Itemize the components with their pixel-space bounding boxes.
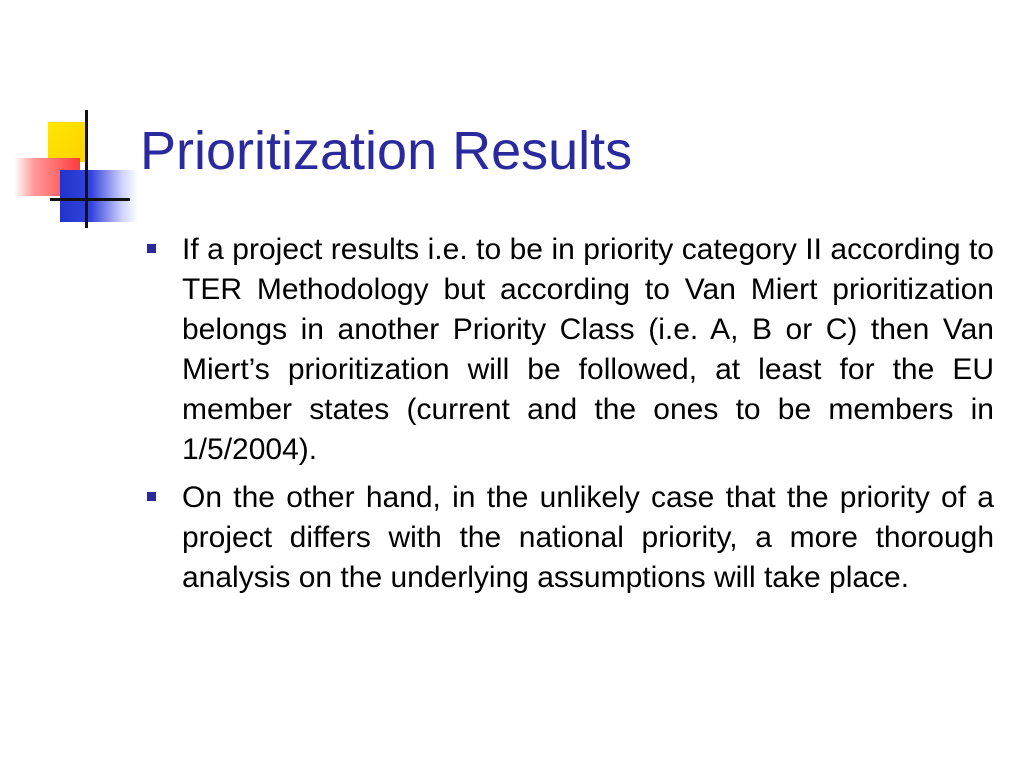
yellow-square-shape <box>48 122 88 162</box>
bullet-text: If a project results i.e. to be in priority category II according to TER Methodology but according to Van Miert prioritization belongs in another Priority Class (i.e. A, B or C) then Van Miert’s prioritization will be followed, at least for the EU member states (current and the ones to be members in 1/5/2004). <box>182 233 994 466</box>
blue-square-shape <box>60 170 138 222</box>
decorative-logo <box>0 100 140 230</box>
square-bullet-icon <box>147 244 156 253</box>
vertical-line-shape <box>85 110 88 228</box>
horizontal-line-shape <box>50 198 130 201</box>
square-bullet-icon <box>147 492 156 501</box>
bullet-item <box>142 230 994 470</box>
bullet-text: On the other hand, in the unlikely case that the priority of a project differs with the national priority, a more thorough analysis on the underlying assumptions will take place. <box>182 481 994 594</box>
bullet-list <box>142 230 994 598</box>
slide-title: Prioritization Results <box>140 121 633 181</box>
slide-content <box>142 230 994 606</box>
bullet-item <box>142 478 994 598</box>
